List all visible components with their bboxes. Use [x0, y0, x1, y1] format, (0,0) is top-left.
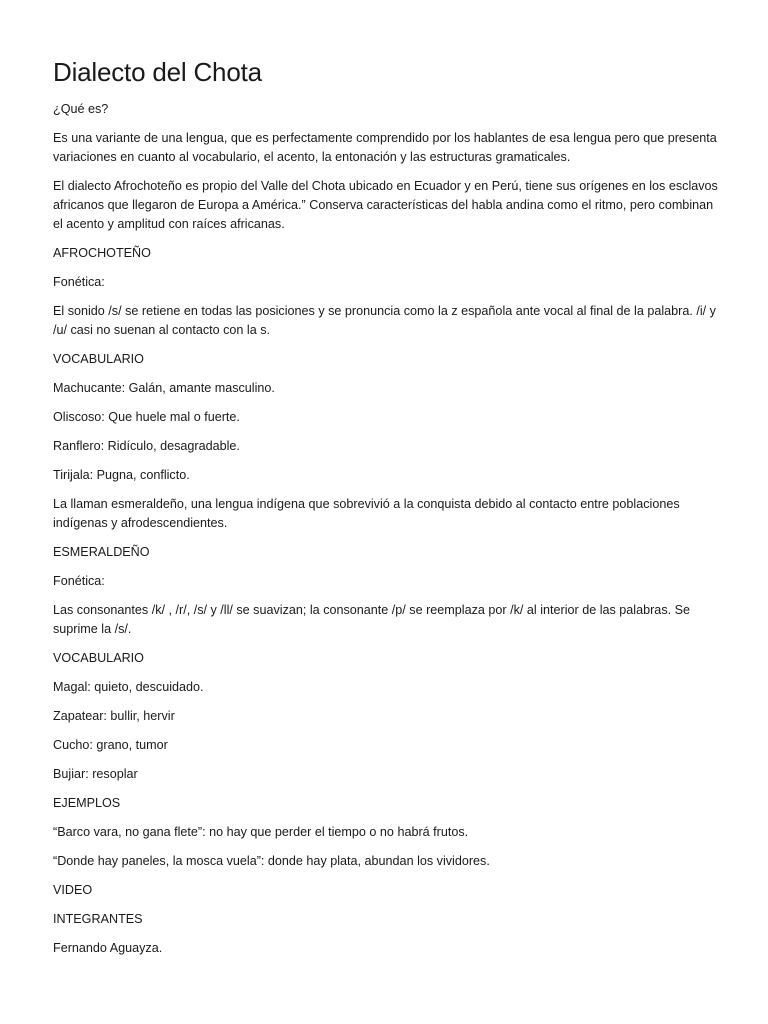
vocabulary-item: Tirijala: Pugna, conflicto. — [53, 468, 190, 482]
vocabulary-item: Zapatear: bullir, hervir — [53, 709, 175, 723]
members-heading: INTEGRANTES — [53, 912, 143, 926]
vocabulary-item: Cucho: grano, tumor — [53, 738, 168, 752]
examples-heading: EJEMPLOS — [53, 796, 121, 810]
example-item: “Barco vara, no gana flete”: no hay que perder el tiempo o no habrá frutos. — [53, 825, 469, 839]
document-title: Dialecto del Chota — [53, 57, 262, 87]
vocabulary-item: Oliscoso: Que huele mal o fuerte. — [53, 410, 240, 424]
vocabulary-heading: VOCABULARIO — [53, 352, 144, 366]
vocabulary-item: Bujiar: resoplar — [53, 767, 138, 781]
section-heading-esmeraldeno: ESMERALDEÑO — [53, 545, 150, 559]
section-heading-afrochoteno: AFROCHOTEÑO — [53, 246, 151, 260]
phonetics-paragraph: El sonido /s/ se retiene en todas las posiciones y se pronuncia como la z española ante vocal al final de la palabra. /i/ y /u/ casi no suenan al contacto con la s. — [53, 304, 716, 337]
member-name: Fernando Aguayza. — [53, 941, 163, 955]
origin-paragraph: El dialecto Afrochoteño es propio del Valle del Chota ubicado en Ecuador y en Perú, tiene sus orígenes en los esclavos africanos que llegaron de Europa a América.” Conserva características del habla andina como el ritmo, pero combinan el acento y amplitud con raíces africanas. — [53, 179, 718, 231]
esmeraldeno-intro-paragraph: La llaman esmeraldeño, una lengua indígena que sobrevivió a la conquista debido al contacto entre poblaciones indígenas y afrodescendientes. — [53, 497, 680, 530]
document-page — [53, 56, 723, 968]
vocabulary-item: Ranflero: Ridículo, desagradable. — [53, 439, 240, 453]
vocabulary-item: Machucante: Galán, amante masculino. — [53, 381, 275, 395]
question-heading: ¿Qué es? — [53, 102, 109, 116]
vocabulary-heading: VOCABULARIO — [53, 651, 144, 665]
phonetics-label: Fonética: — [53, 574, 105, 588]
vocabulary-item: Magal: quieto, descuidado. — [53, 680, 204, 694]
example-item: “Donde hay paneles, la mosca vuela”: donde hay plata, abundan los vividores. — [53, 854, 490, 868]
phonetics-label: Fonética: — [53, 275, 105, 289]
definition-paragraph: Es una variante de una lengua, que es perfectamente comprendido por los hablantes de esa lengua pero que presenta variaciones en cuanto al vocabulario, el acento, la entonación y las estructuras gramaticales. — [53, 131, 717, 164]
phonetics-paragraph: Las consonantes /k/ , /r/, /s/ y /ll/ se suavizan; la consonante /p/ se reemplaza por /k/ al interior de las palabras. Se suprime la /s/. — [53, 603, 691, 636]
video-heading: VIDEO — [53, 883, 93, 897]
